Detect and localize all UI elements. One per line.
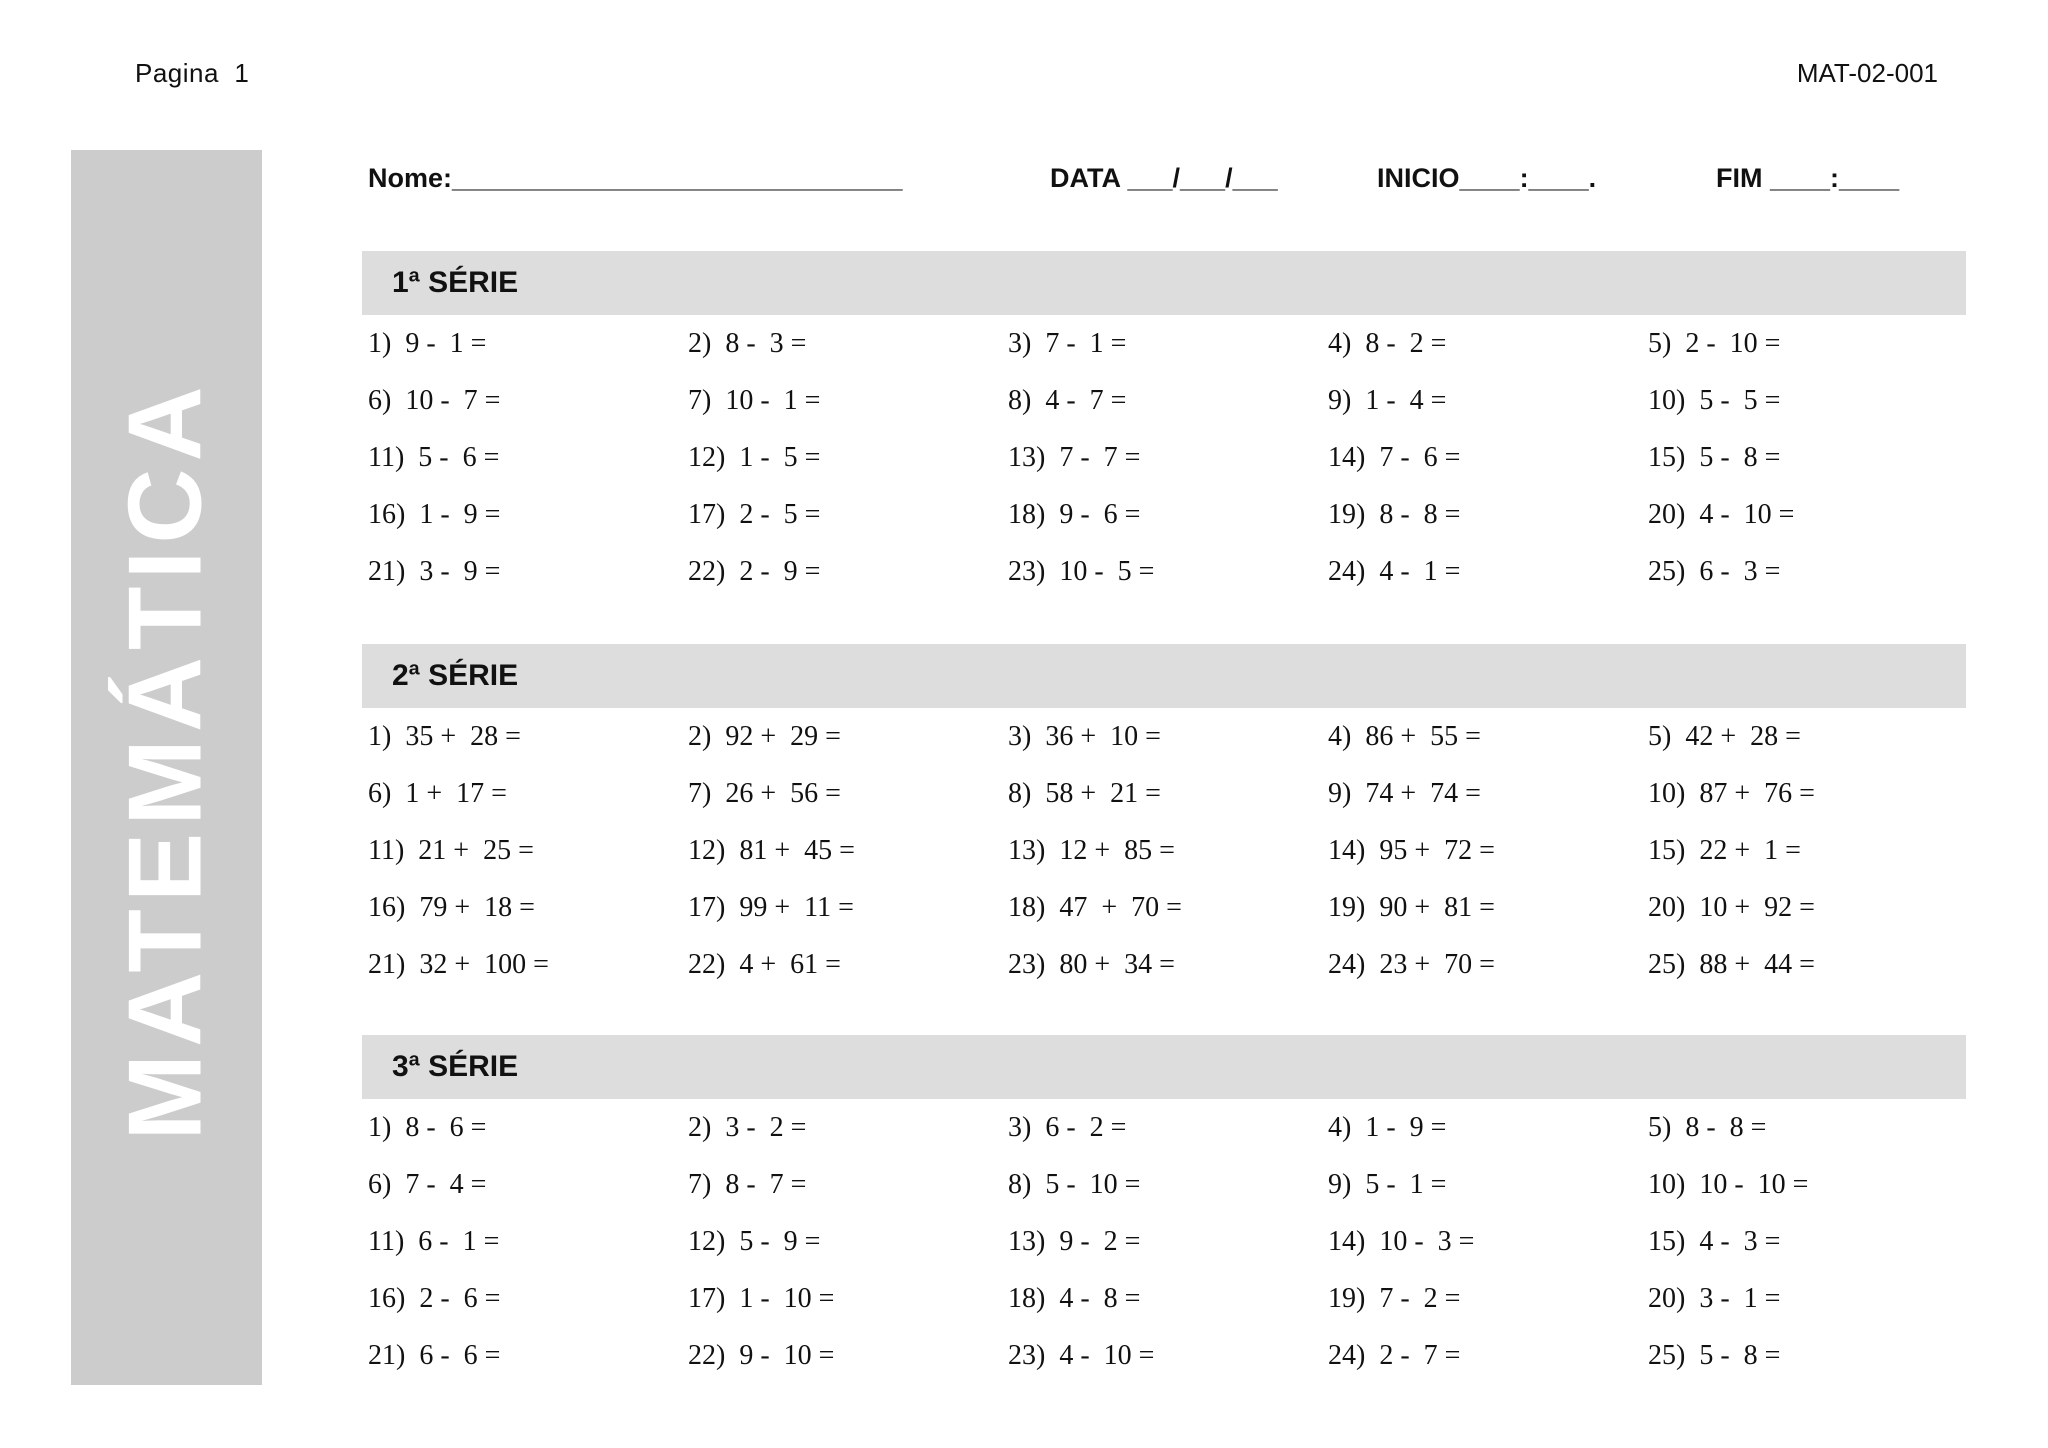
problem-item: 9) 5 - 1 = [1328, 1168, 1447, 1200]
section-title: 3ª SÉRIE [362, 1035, 1966, 1099]
problem-item: 8) 5 - 10 = [1008, 1168, 1141, 1200]
problem-item: 6) 1 + 17 = [368, 777, 507, 809]
problem-grid [362, 708, 1966, 993]
problem-item: 1) 35 + 28 = [368, 720, 521, 752]
problem-item: 17) 99 + 11 = [688, 891, 854, 923]
problem-item: 5) 8 - 8 = [1648, 1111, 1767, 1143]
problem-item: 16) 1 - 9 = [368, 498, 501, 530]
problem-item: 25) 5 - 8 = [1648, 1339, 1781, 1371]
problem-item: 20) 3 - 1 = [1648, 1282, 1781, 1314]
name-field-label: Nome:______________________________ [368, 163, 903, 193]
problem-item: 5) 42 + 28 = [1648, 720, 1801, 752]
problem-item: 18) 47 + 70 = [1008, 891, 1182, 923]
problem-item: 19) 7 - 2 = [1328, 1282, 1461, 1314]
problem-item: 7) 26 + 56 = [688, 777, 841, 809]
section-1 [362, 251, 1966, 600]
problem-item: 21) 3 - 9 = [368, 555, 501, 587]
problem-item: 23) 10 - 5 = [1008, 555, 1155, 587]
problem-item: 10) 5 - 5 = [1648, 384, 1781, 416]
problem-item: 10) 10 - 10 = [1648, 1168, 1809, 1200]
page-number: Pagina 1 [135, 58, 250, 88]
problem-item: 18) 9 - 6 = [1008, 498, 1141, 530]
problem-item: 15) 22 + 1 = [1648, 834, 1801, 866]
problem-item: 24) 2 - 7 = [1328, 1339, 1461, 1371]
problem-item: 20) 10 + 92 = [1648, 891, 1815, 923]
problem-item: 17) 2 - 5 = [688, 498, 821, 530]
problem-item: 12) 5 - 9 = [688, 1225, 821, 1257]
problem-item: 6) 10 - 7 = [368, 384, 501, 416]
problem-item: 13) 7 - 7 = [1008, 441, 1141, 473]
side-title: MATEMÁTICA [107, 379, 224, 1141]
problem-grid [362, 315, 1966, 600]
problem-item: 7) 8 - 7 = [688, 1168, 807, 1200]
section-title: 1ª SÉRIE [362, 251, 1966, 315]
problem-item: 10) 87 + 76 = [1648, 777, 1815, 809]
problem-item: 8) 58 + 21 = [1008, 777, 1161, 809]
problem-item: 13) 12 + 85 = [1008, 834, 1175, 866]
problem-item: 14) 95 + 72 = [1328, 834, 1495, 866]
problem-item: 24) 23 + 70 = [1328, 948, 1495, 980]
problem-item: 9) 1 - 4 = [1328, 384, 1447, 416]
problem-item: 24) 4 - 1 = [1328, 555, 1461, 587]
problem-item: 3) 6 - 2 = [1008, 1111, 1127, 1143]
problem-item: 15) 4 - 3 = [1648, 1225, 1781, 1257]
problem-item: 17) 1 - 10 = [688, 1282, 835, 1314]
problem-item: 25) 88 + 44 = [1648, 948, 1815, 980]
problem-item: 23) 4 - 10 = [1008, 1339, 1155, 1371]
problem-item: 8) 4 - 7 = [1008, 384, 1127, 416]
problem-item: 6) 7 - 4 = [368, 1168, 487, 1200]
end-time-field-label: FIM ____:____ [1716, 163, 1900, 193]
problem-item: 3) 7 - 1 = [1008, 327, 1127, 359]
problem-item: 22) 4 + 61 = [688, 948, 841, 980]
problem-item: 14) 10 - 3 = [1328, 1225, 1475, 1257]
problem-item: 22) 2 - 9 = [688, 555, 821, 587]
problem-item: 4) 86 + 55 = [1328, 720, 1481, 752]
problem-item: 4) 1 - 9 = [1328, 1111, 1447, 1143]
problem-item: 4) 8 - 2 = [1328, 327, 1447, 359]
problem-item: 19) 90 + 81 = [1328, 891, 1495, 923]
document-code: MAT-02-001 [1796, 58, 1938, 88]
problem-item: 16) 2 - 6 = [368, 1282, 501, 1314]
problem-item: 2) 92 + 29 = [688, 720, 841, 752]
problem-item: 21) 6 - 6 = [368, 1339, 501, 1371]
date-field-label: DATA ___/___/___ [1050, 163, 1278, 193]
problem-item: 13) 9 - 2 = [1008, 1225, 1141, 1257]
problem-item: 19) 8 - 8 = [1328, 498, 1461, 530]
section-title: 2ª SÉRIE [362, 644, 1966, 708]
start-time-field-label: INICIO____:____. [1377, 163, 1597, 193]
problem-item: 1) 8 - 6 = [368, 1111, 487, 1143]
problem-item: 14) 7 - 6 = [1328, 441, 1461, 473]
problem-item: 3) 36 + 10 = [1008, 720, 1161, 752]
problem-grid [362, 1099, 1966, 1384]
problem-item: 1) 9 - 1 = [368, 327, 487, 359]
problem-item: 18) 4 - 8 = [1008, 1282, 1141, 1314]
problem-item: 9) 74 + 74 = [1328, 777, 1481, 809]
problem-item: 15) 5 - 8 = [1648, 441, 1781, 473]
problem-item: 5) 2 - 10 = [1648, 327, 1781, 359]
problem-item: 21) 32 + 100 = [368, 948, 549, 980]
problem-item: 11) 6 - 1 = [368, 1225, 500, 1257]
problem-item: 20) 4 - 10 = [1648, 498, 1795, 530]
problem-item: 22) 9 - 10 = [688, 1339, 835, 1371]
section-3 [362, 1035, 1966, 1384]
problem-item: 2) 8 - 3 = [688, 327, 807, 359]
section-2 [362, 644, 1966, 993]
problem-item: 7) 10 - 1 = [688, 384, 821, 416]
problem-item: 12) 81 + 45 = [688, 834, 855, 866]
problem-item: 23) 80 + 34 = [1008, 948, 1175, 980]
problem-item: 12) 1 - 5 = [688, 441, 821, 473]
problem-item: 11) 5 - 6 = [368, 441, 500, 473]
problem-item: 16) 79 + 18 = [368, 891, 535, 923]
problem-item: 25) 6 - 3 = [1648, 555, 1781, 587]
problem-item: 2) 3 - 2 = [688, 1111, 807, 1143]
problem-item: 11) 21 + 25 = [368, 834, 534, 866]
